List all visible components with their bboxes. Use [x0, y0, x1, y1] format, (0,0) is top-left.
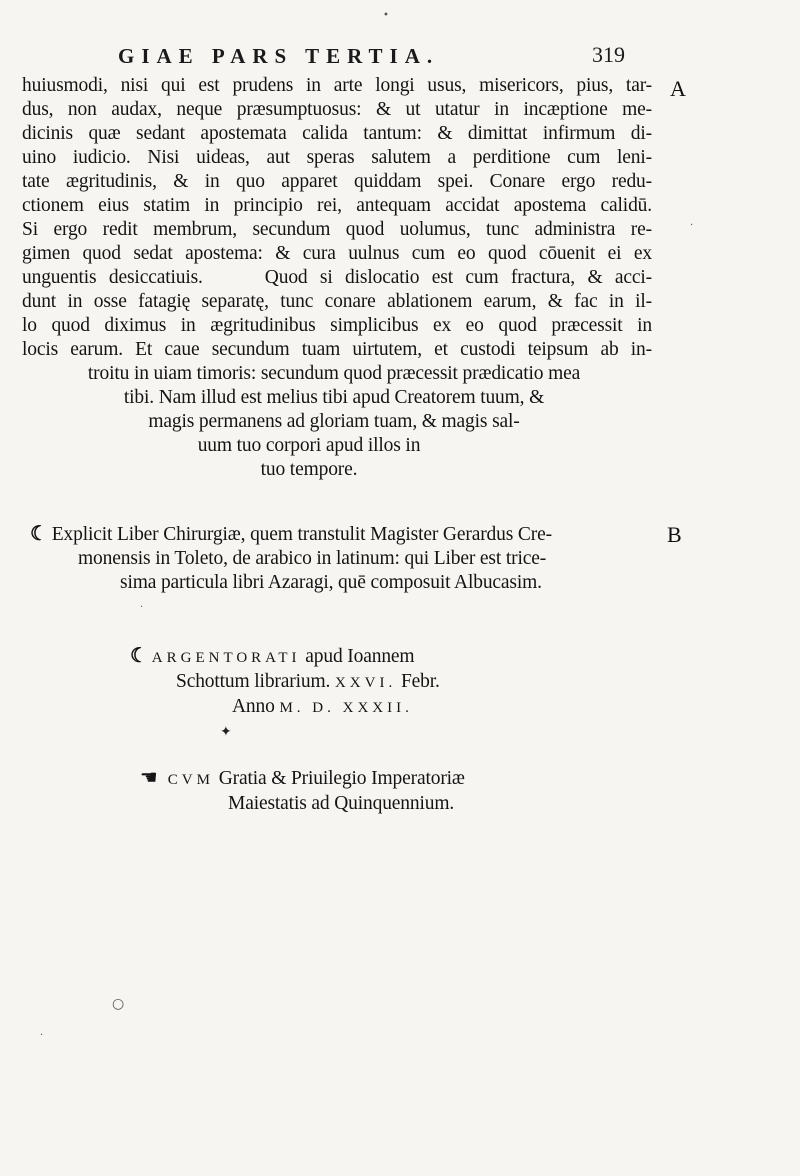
text-line: dunt in osse fatagię separatę, tunc conare ablationem earum, & fac in il-	[22, 291, 652, 312]
taper-line: tibi. Nam illud est melius tibi apud Creatorem tuum, &	[123, 387, 545, 408]
main-text	[22, 74, 652, 482]
imprint-text: Anno	[232, 696, 275, 717]
text-line: lo quod diximus in ægritudinibus simplicibus ex eo quod præcessit in	[22, 315, 652, 336]
pilcrow-icon: ☾	[130, 645, 148, 667]
imprint-year: M. D. XXXII.	[279, 700, 413, 716]
page-header	[0, 40, 800, 74]
imprint-month: Febr.	[400, 671, 440, 692]
explicit-colophon	[30, 522, 660, 595]
imprint-text: apud Ioannem	[305, 646, 415, 667]
running-head: GIAE PARS TERTIA.	[118, 44, 440, 68]
explicit-line	[30, 522, 660, 547]
pointing-hand-icon: ☛	[140, 767, 158, 789]
text-line: Si ergo redit membrum, secundum quod uolumus, tunc administra re-	[22, 219, 652, 240]
privilege-text: Gratia & Priuilegio Imperatoriæ	[218, 768, 465, 789]
text-line: tate ægritudinis, & in quo apparet quiddam spei. Conare ergo redu-	[22, 171, 652, 192]
imprint-text: Schottum librarium.	[176, 671, 331, 692]
explicit-line: monensis in Toleto, de arabico in latinum: qui Liber est trice-	[78, 548, 547, 569]
imprint-city: ARGENTORATI	[151, 650, 301, 666]
margin-letter-a: A	[670, 76, 686, 101]
margin-letter-b: B	[667, 522, 682, 547]
page-number: 319	[592, 42, 625, 67]
text-line: dicinis quæ sedant apostemata calida tantum: & dimittat infirmum di-	[22, 123, 652, 144]
privilege-line	[140, 766, 600, 792]
imprint-date: XXVI.	[334, 675, 397, 691]
privilege-line: Maiestatis ad Quinquennium.	[228, 793, 455, 814]
taper-line: troitu in uiam timoris: secundum quod præcessit prædicatio mea	[87, 363, 581, 384]
taper-line: magis permanens ad gloriam tuam, & magis sal-	[148, 411, 520, 432]
book-page: GIAE PARS TERTIA. 319 A B huiusmodi, nisi qui est prudens in arte longi usus, misericors, pius, tar- dus, non audax, neque præsumptuosus: & ut utatur in incæptione me- dicinis quæ sedant apostemata calida tantum: & dimittat infirmum di- uino iudicio. Nisi uideas, aut speras salutem a perditione cum leni- tate ægritudinis, & in quo apparet quiddam spei. Conare ergo redu- ctionem eius statim in principio rei, antequam accidat apostema calidū. Si ergo redit membrum, secundum quod uolumus, tunc administra re- gimen quod sedat apostema: & cura uulnus cum eo quod cōuenit ei ex unguentis desiccatiuis. Quod si dislocatio est cum fractura, & acci- dunt in osse fatagię separatę, tunc conare ablationem earum, & fac in il- lo quod diximus in ægritudinibus simplicibus ex eo quod præcessit in locis earum. Et caue secundum tuam uirtutem, et custodi teipsum ab in- troitu in uiam timoris: secundum quod præcessit prædicatio mea tibi. Nam illud est melius tibi apud Creatorem tuum, & magis permanens ad gloriam tuam, & magis sal- uum tuo corpori apud illos in tuo tempore. ☾ Explicit Liber Chirurgiæ, quem transtulit Magister Gerardus Cre- monensis in Toleto, de arabico in latinum: qui Liber est trice- sima particula libri Azaragi, quē composuit Albucasim. ☾ ARGENTORATI apud Ioannem Schottum librarium. XXVI. Febr. Anno M. D. XXXII. ✦ ☛ CVM Gratia & Priuilegio Imperatoriæ Maiestatis ad Quinquennium. • ○ · · ·	[0, 0, 800, 1176]
text-line: unguentis desiccatiuis. Quod si dislocatio est cum fractura, & acci-	[22, 267, 652, 288]
text-line: uino iudicio. Nisi uideas, aut speras salutem a perditione cum leni-	[22, 147, 652, 168]
text-line: ctionem eius statim in principio rei, antequam accidat apostema calidū.	[22, 195, 652, 216]
explicit-line: sima particula libri Azaragi, quē composuit Albucasim.	[120, 572, 542, 593]
imprint-line	[130, 695, 610, 720]
taper-line: uum tuo corpori apud illos in	[197, 435, 421, 456]
taper-line: tuo tempore.	[260, 459, 358, 480]
imprint-line	[130, 644, 610, 670]
pilcrow-icon: ☾	[30, 523, 48, 545]
text-line: huiusmodi, nisi qui est prudens in arte longi usus, misericors, pius, tar-	[22, 75, 652, 96]
text-line: dus, non audax, neque præsumptuosus: & ut utatur in incæptione me-	[22, 99, 652, 120]
imperial-privilege	[140, 766, 600, 816]
imprint-line	[130, 670, 610, 695]
privilege-cum: CVM	[167, 772, 214, 788]
printer-imprint	[130, 644, 610, 720]
text-line: locis earum. Et caue secundum tuam uirtutem, et custodi teipsum ab in-	[22, 339, 652, 360]
ornament-icon: ✦	[220, 724, 232, 740]
text-line: gimen quod sedat apostema: & cura uulnus cum eo quod cōuenit ei ex	[22, 243, 652, 264]
explicit-line-text: Explicit Liber Chirurgiæ, quem transtulit Magister Gerardus Cre-	[51, 524, 552, 545]
